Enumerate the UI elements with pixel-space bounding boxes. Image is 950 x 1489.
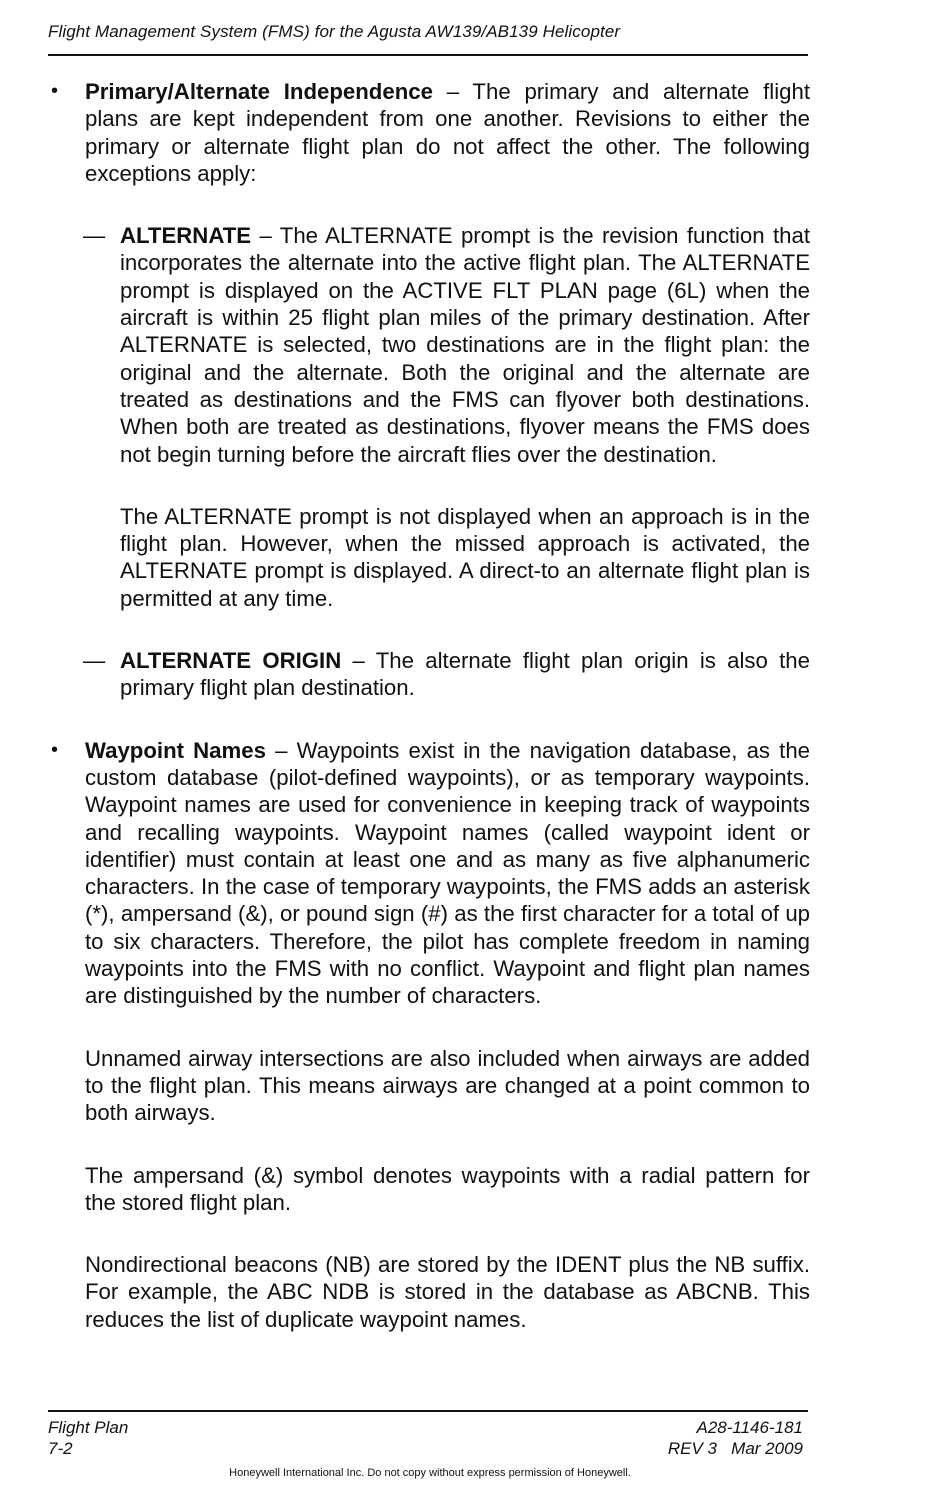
dash-text: – The alternate flight plan origin is also the primary flight plan destination. xyxy=(120,648,810,701)
header-rule xyxy=(48,54,808,56)
airway-intersections-paragraph: Unnamed airway intersections are also included when airways are added to the flight plan. This means airways are changed at a point common to both airways. xyxy=(85,1045,810,1126)
bullet-text: – The primary and alternate flight plans are kept independent from one another. Revisions to either the primary or alternate flight plan do not affect the other. The following exceptions apply: xyxy=(85,79,810,186)
page-header-title: Flight Management System (FMS) for the Agusta AW139/AB139 Helicopter xyxy=(48,22,621,41)
term-alternate: ALTERNATE xyxy=(120,223,252,249)
bullet-primary-alternate-independence xyxy=(51,78,810,187)
footer-section: Flight Plan xyxy=(48,1418,129,1437)
bullet-icon: • xyxy=(51,80,59,102)
footer-rule xyxy=(48,1410,808,1412)
ampersand-paragraph: The ampersand (&) symbol denotes waypoints with a radial pattern for the stored flight plan. xyxy=(85,1162,810,1215)
footer-left xyxy=(48,1417,128,1459)
dash-item-alternate xyxy=(83,222,810,468)
dash-icon: — xyxy=(83,223,106,249)
copyright-notice: Honeywell International Inc. Do not copy without express permission of Honeywell. xyxy=(229,1467,631,1479)
term-waypoint-names: Waypoint Names xyxy=(85,737,266,763)
page-body xyxy=(0,78,950,1333)
term-primary-alternate-independence: Primary/Alternate Independence xyxy=(85,79,433,104)
term-alternate-origin: ALTERNATE ORIGIN xyxy=(120,648,342,674)
dash-icon: — xyxy=(83,648,106,674)
footer-revision: REV 3 Mar 2009 xyxy=(667,1439,803,1458)
bullet-icon: • xyxy=(51,738,59,761)
bullet-text: – Waypoints exist in the navigation database, as the custom database (pilot-defined waypoints), or as temporary waypoints. Waypoint names are used for convenience in keeping track of waypoints and recalling waypoints. Waypoint names (called waypoint ident or identifier) must contain at least one and as many as five alphanumeric characters. In the case of temporary waypoints, the FMS adds an asterisk (*), ampersand (&), or pound sign (#) as the first character for a total of up to six characters. Therefore, the pilot has complete freedom in naming waypoints into the FMS with no conflict. Waypoint and flight plan names are distinguished by the number of characters. xyxy=(85,737,810,1009)
footer-right xyxy=(668,1417,803,1459)
footer-page-number: 7-2 xyxy=(48,1439,73,1458)
ndb-paragraph: Nondirectional beacons (NB) are stored by the IDENT plus the NB suffix. For example, the ABC NDB is stored in the database as ABCNB. This reduces the list of duplicate waypoint names. xyxy=(85,1252,810,1332)
dash-text: – The ALTERNATE prompt is the revision function that incorporates the alternate into the active flight plan. The ALTERNATE prompt is displayed on the ACTIVE FLT PLAN page (6L) when the aircraft is within 25 flight plan miles of the primary destination. After ALTERNATE is selected, two destinations are in the flight plan: the original and the alternate. Both the original and the alternate are treated as destinations and the FMS can flyover both destinations. When both are treated as destinations, flyover means the FMS does not begin turning before the aircraft flies over the destination. xyxy=(120,223,810,467)
footer-doc-number: A28-1146-181 xyxy=(696,1418,803,1437)
dash-item-alternate-origin xyxy=(83,647,810,702)
bullet-waypoint-names xyxy=(51,737,810,1010)
alternate-prompt-paragraph: The ALTERNATE prompt is not displayed when an approach is in the flight plan. However, when the missed approach is activated, the ALTERNATE prompt is displayed. A direct-to an alternate flight plan is permitted at any time. xyxy=(120,503,810,611)
